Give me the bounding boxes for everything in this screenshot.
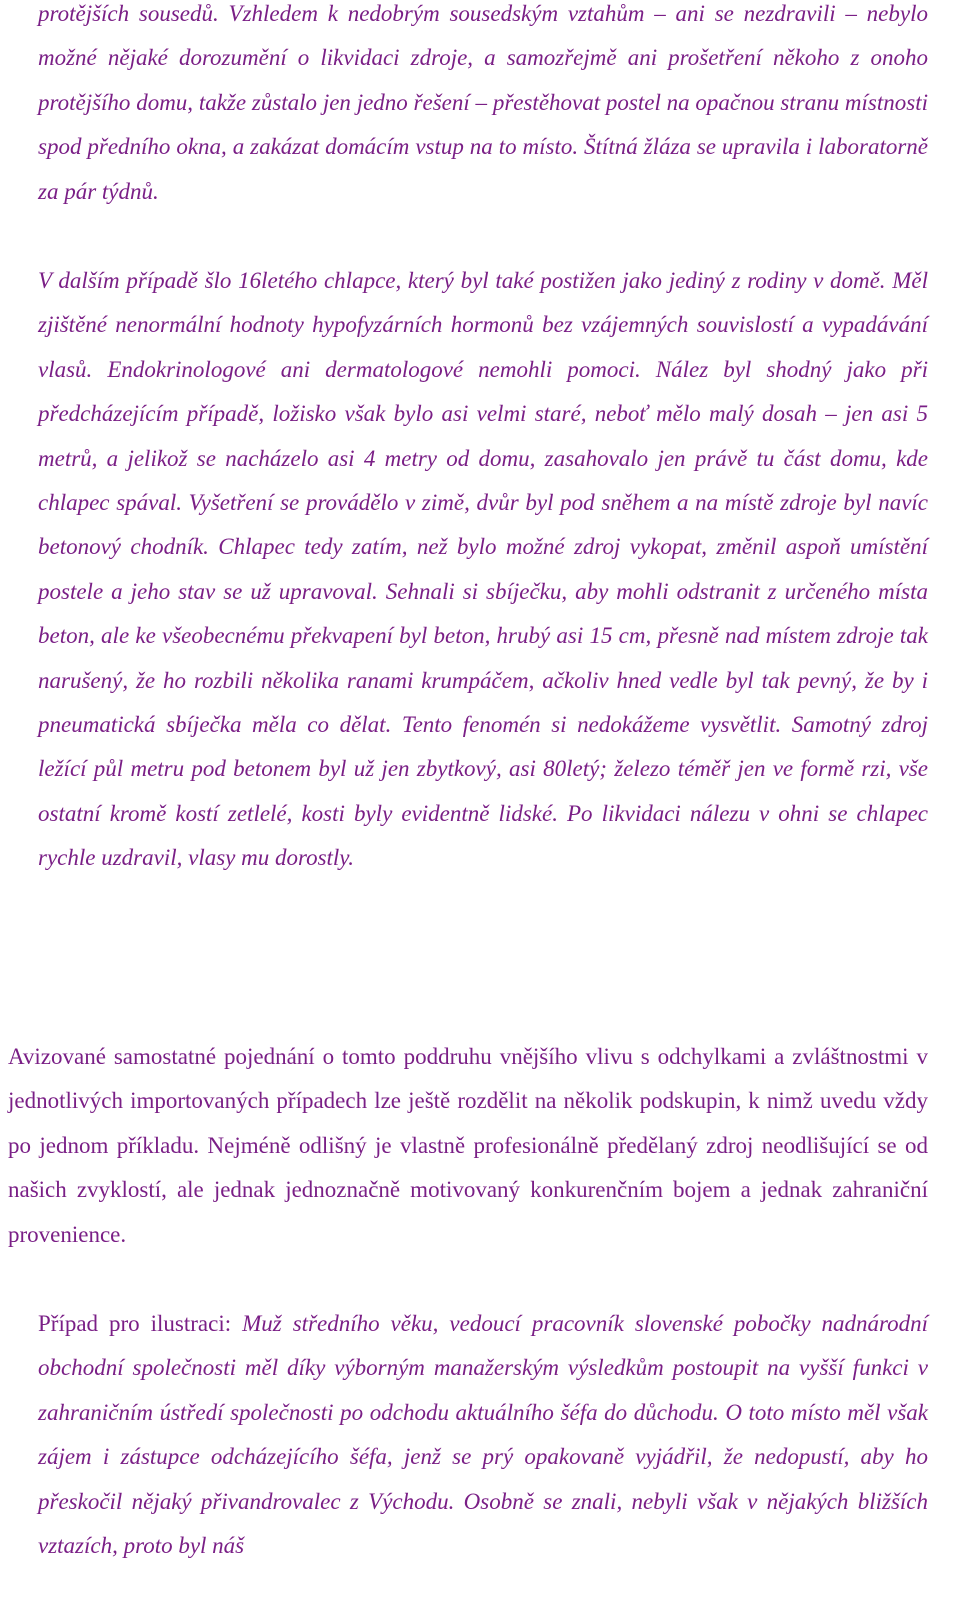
paragraph-thyroid-case-ending: protějších sousedů. Vzhledem k nedobrým sousedským vztahům – ani se nezdravili – nebylo možné nějaké dorozumění o likvidaci zdroje, a samozřejmě ani prošetření někoho z onoho protějšího domu, takže zůstalo jen jedno řešení – přestěhovat postel na opačnou stranu místnosti spod předního okna, a zakázat domácím vstup na to místo. Štítná žláza se upravila i laboratorně za pár týdnů. [38, 1, 928, 204]
case-description: Muž středního věku, vedoucí pracovník slovenské pobočky nadnárodní obchodní společnosti měl díky výborným manažerským výsledkům postoupit na vyšší funkci v zahraničním ústředí společnosti po odchodu aktuálního šéfa do důchodu. O toto místo měl však zájem i zástupce odcházejícího šéfa, jenž se prý opakovaně vyjádřil, že nedopustí, aby ho přeskočil nějaký přivandrovalec z Východu. Osobně se znali, nebyli však v nějakých bližších vztazích, proto byl náš [38, 1311, 928, 1559]
case-lead-label: Případ pro ilustraci: [38, 1311, 243, 1336]
paragraph-illustration-case [38, 1302, 928, 1568]
paragraph-boy-case: V dalším případě šlo 16letého chlapce, který byl také postižen jako jediný z rodiny v domě. Měl zjištěné nenormální hodnoty hypofyzárních hormonů bez vzájemných souvislostí a vypadávání vlasů. Endokrinologové ani dermatologové nemohli pomoci. Nález byl shodný jako při předcházejícím případě, ložisko však bylo asi velmi staré, neboť mělo malý dosah – jen asi 5 metrů, a jelikož se nacházelo asi 4 metry od domu, zasahovalo jen právě tu část domu, kde chlapec spával. Vyšetření se provádělo v zimě, dvůr byl pod sněhem a na místě zdroje byl navíc betonový chodník. Chlapec tedy zatím, než bylo možné zdroj vykopat, změnil aspoň umístění postele a jeho stav se už upravoval. Sehnali si sbíječku, aby mohli odstranit z určeného místa beton, ale ke všeobecnému překvapení byl beton, hrubý asi 15 cm, přesně nad místem zdroje tak narušený, že ho rozbili několika ranami krumpáčem, ačkoliv hned vedle byl tak pevný, že by i pneumatická sbíječka měla co dělat. Tento fenomén si nedokážeme vysvětlit. Samotný zdroj ležící půl metru pod betonem byl už jen zbytkový, asi 80letý; železo téměř jen ve formě rzi, vše ostatní kromě kostí zetlelé, kosti byly evidentně lidské. Po likvidaci nálezu v ohni se chlapec rychle uzdravil, vlasy mu dorostly. [38, 268, 928, 871]
paragraph-imported-cases-intro: Avizované samostatné pojednání o tomto poddruhu vnějšího vlivu s odchylkami a zvláštnostmi v jednotlivých importovaných případech lze ještě rozdělit na několik podskupin, k nimž uvedu vždy po jednom příkladu. Nejméně odlišný je vlastně profesionálně předělaný zdroj neodlišující se od našich zvyklostí, ale jednak jednoznačně motivovaný konkurenčním bojem a jednak zahraniční provenience. [8, 1044, 928, 1247]
